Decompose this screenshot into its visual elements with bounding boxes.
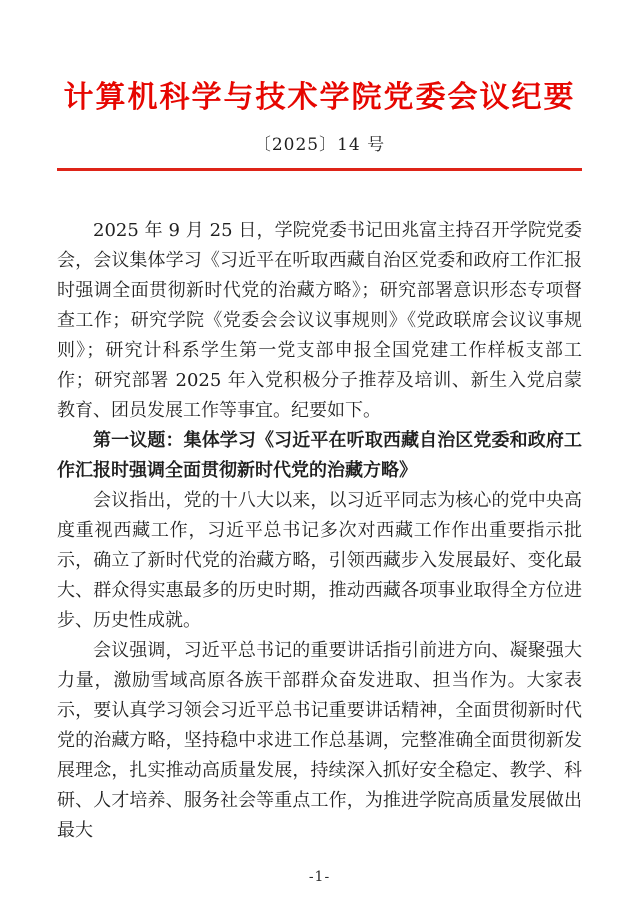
paragraph-meeting-pointed-out: 会议指出，党的十八大以来，以习近平同志为核心的党中央高度重视西藏工作，习近平总书记多次对西藏工作作出重要指示批示，确立了新时代党的治藏方略，引领西藏步入发展最好、变化最大、群众得实惠最多的历史时期，推动西藏各项事业取得全方位进步、历史性成就。	[57, 490, 582, 631]
document-header	[0, 0, 639, 171]
document-title: 计算机科学与技术学院党委会议纪要	[63, 80, 576, 115]
document-number: 〔2025〕14 号	[253, 135, 386, 155]
document-body	[57, 216, 582, 846]
paragraph-meeting-overview: 2025 年 9 月 25 日，学院党委书记田兆富主持召开学院党委会，会议集体学习《习近平在听取西藏自治区党委和政府工作汇报时强调全面贯彻新时代党的治藏方略》；研究部署意识形态专项督查工作；研究学院《党委会会议议事规则》《党政联席会议议事规则》；研究计科系学生第一党支部申报全国党建工作样板支部工作；研究部署 2025 年入党积极分子推荐及培训、新生入党启蒙教育、团员发展工作等事宜。纪要如下。	[57, 220, 582, 421]
paragraph-meeting-emphasized: 会议强调，习近平总书记的重要讲话指引前进方向、凝聚强大力量，激励雪域高原各族干部群众奋发进取、担当作为。大家表示，要认真学习领会习近平总书记重要讲话精神，全面贯彻新时代党的治藏方略，坚持稳中求进工作总基调，完整准确全面贯彻新发展理念，扎实推动高质量发展，持续深入抓好安全稳定、教学、科研、人才培养、服务社会等重点工作，为推进学院高质量发展做出最大	[57, 640, 582, 841]
topic-one-heading: 第一议题：集体学习《习近平在听取西藏自治区党委和政府工作汇报时强调全面贯彻新时代党的治藏方略》	[57, 430, 582, 481]
red-divider-line	[57, 168, 582, 171]
page-number: -1-	[308, 869, 331, 885]
